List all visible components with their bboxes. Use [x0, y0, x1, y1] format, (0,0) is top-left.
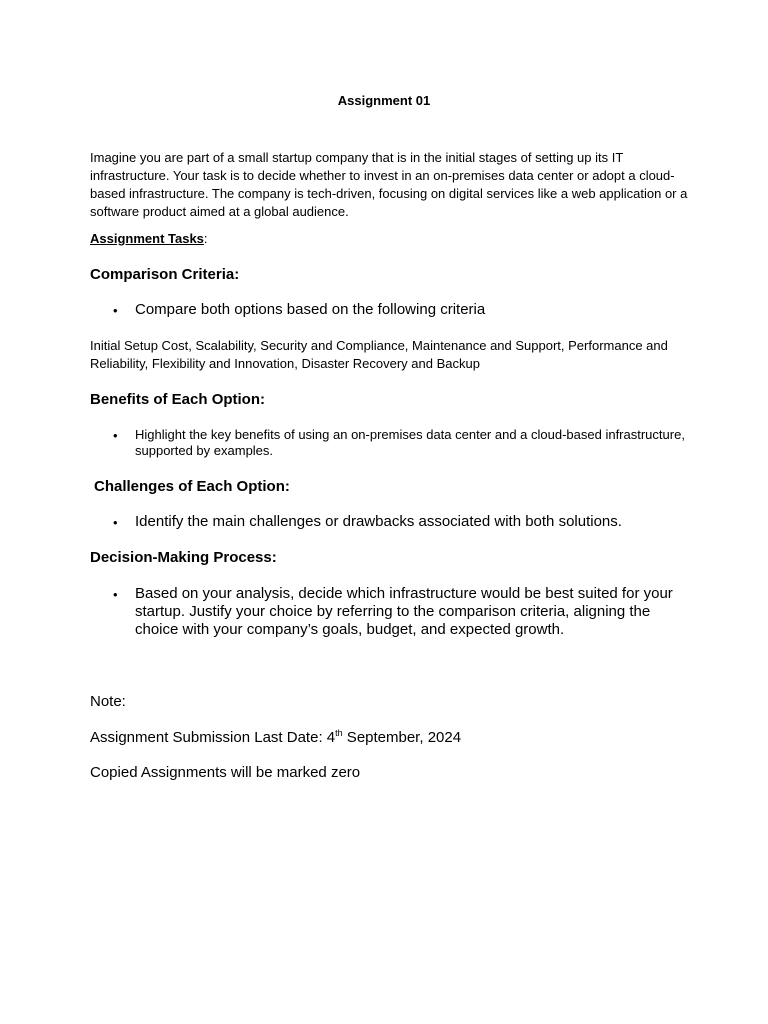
section-bullet-benefits: Highlight the key benefits of using an on-premises data center and a cloud-based infrastructure, supported by examples. — [135, 427, 685, 458]
section-heading-decision: Decision-Making Process: — [90, 549, 277, 566]
deadline-suffix: September, 2024 — [342, 729, 462, 746]
note-label: Note: — [90, 693, 126, 710]
assignment-tasks-text: Assignment Tasks — [90, 231, 204, 246]
copied-assignments-warning: Copied Assignments will be marked zero — [90, 764, 361, 781]
comparison-criteria-list: Initial Setup Cost, Scalability, Security and Compliance, Maintenance and Support, Performance and Reliability, Flexibility and Innovation, Disaster Recovery and Backup — [90, 338, 668, 371]
section-bullet-decision: Based on your analysis, decide which infrastructure would be best suited for your startup. Justify your choice by referring to the comparison criteria, aligning the choice with your company’s goals, budget, and expected growth. — [135, 585, 673, 638]
section-heading-comparison: Comparison Criteria: — [90, 266, 240, 283]
section-bullet-comparison: Compare both options based on the following criteria — [135, 301, 486, 318]
bullet-dot: • — [113, 515, 118, 530]
assignment-tasks-colon: : — [203, 231, 208, 246]
bullet-dot: • — [113, 303, 118, 318]
section-heading-benefits: Benefits of Each Option: — [90, 391, 266, 408]
deadline-ordinal: th — [335, 728, 343, 738]
section-heading-challenges: Challenges of Each Option: — [94, 478, 290, 495]
assignment-tasks-label — [90, 230, 208, 248]
intro-paragraph: Imagine you are part of a small startup company that is in the initial stages of setting up its IT infrastructure. Your task is to decide whether to invest in an on-premises data center or adopt a cloud-based infrastructure. The company is tech-driven, focusing on digital services like a web application or a software product aimed at a global audience. — [90, 150, 688, 219]
bullet-dot: • — [113, 587, 118, 602]
document-title: Assignment 01 — [337, 93, 431, 108]
bullet-dot: • — [113, 428, 118, 443]
deadline-prefix: Assignment Submission Last Date: 4 — [90, 729, 336, 746]
submission-deadline — [90, 728, 461, 748]
section-bullet-challenges: Identify the main challenges or drawbacks associated with both solutions. — [135, 513, 622, 530]
